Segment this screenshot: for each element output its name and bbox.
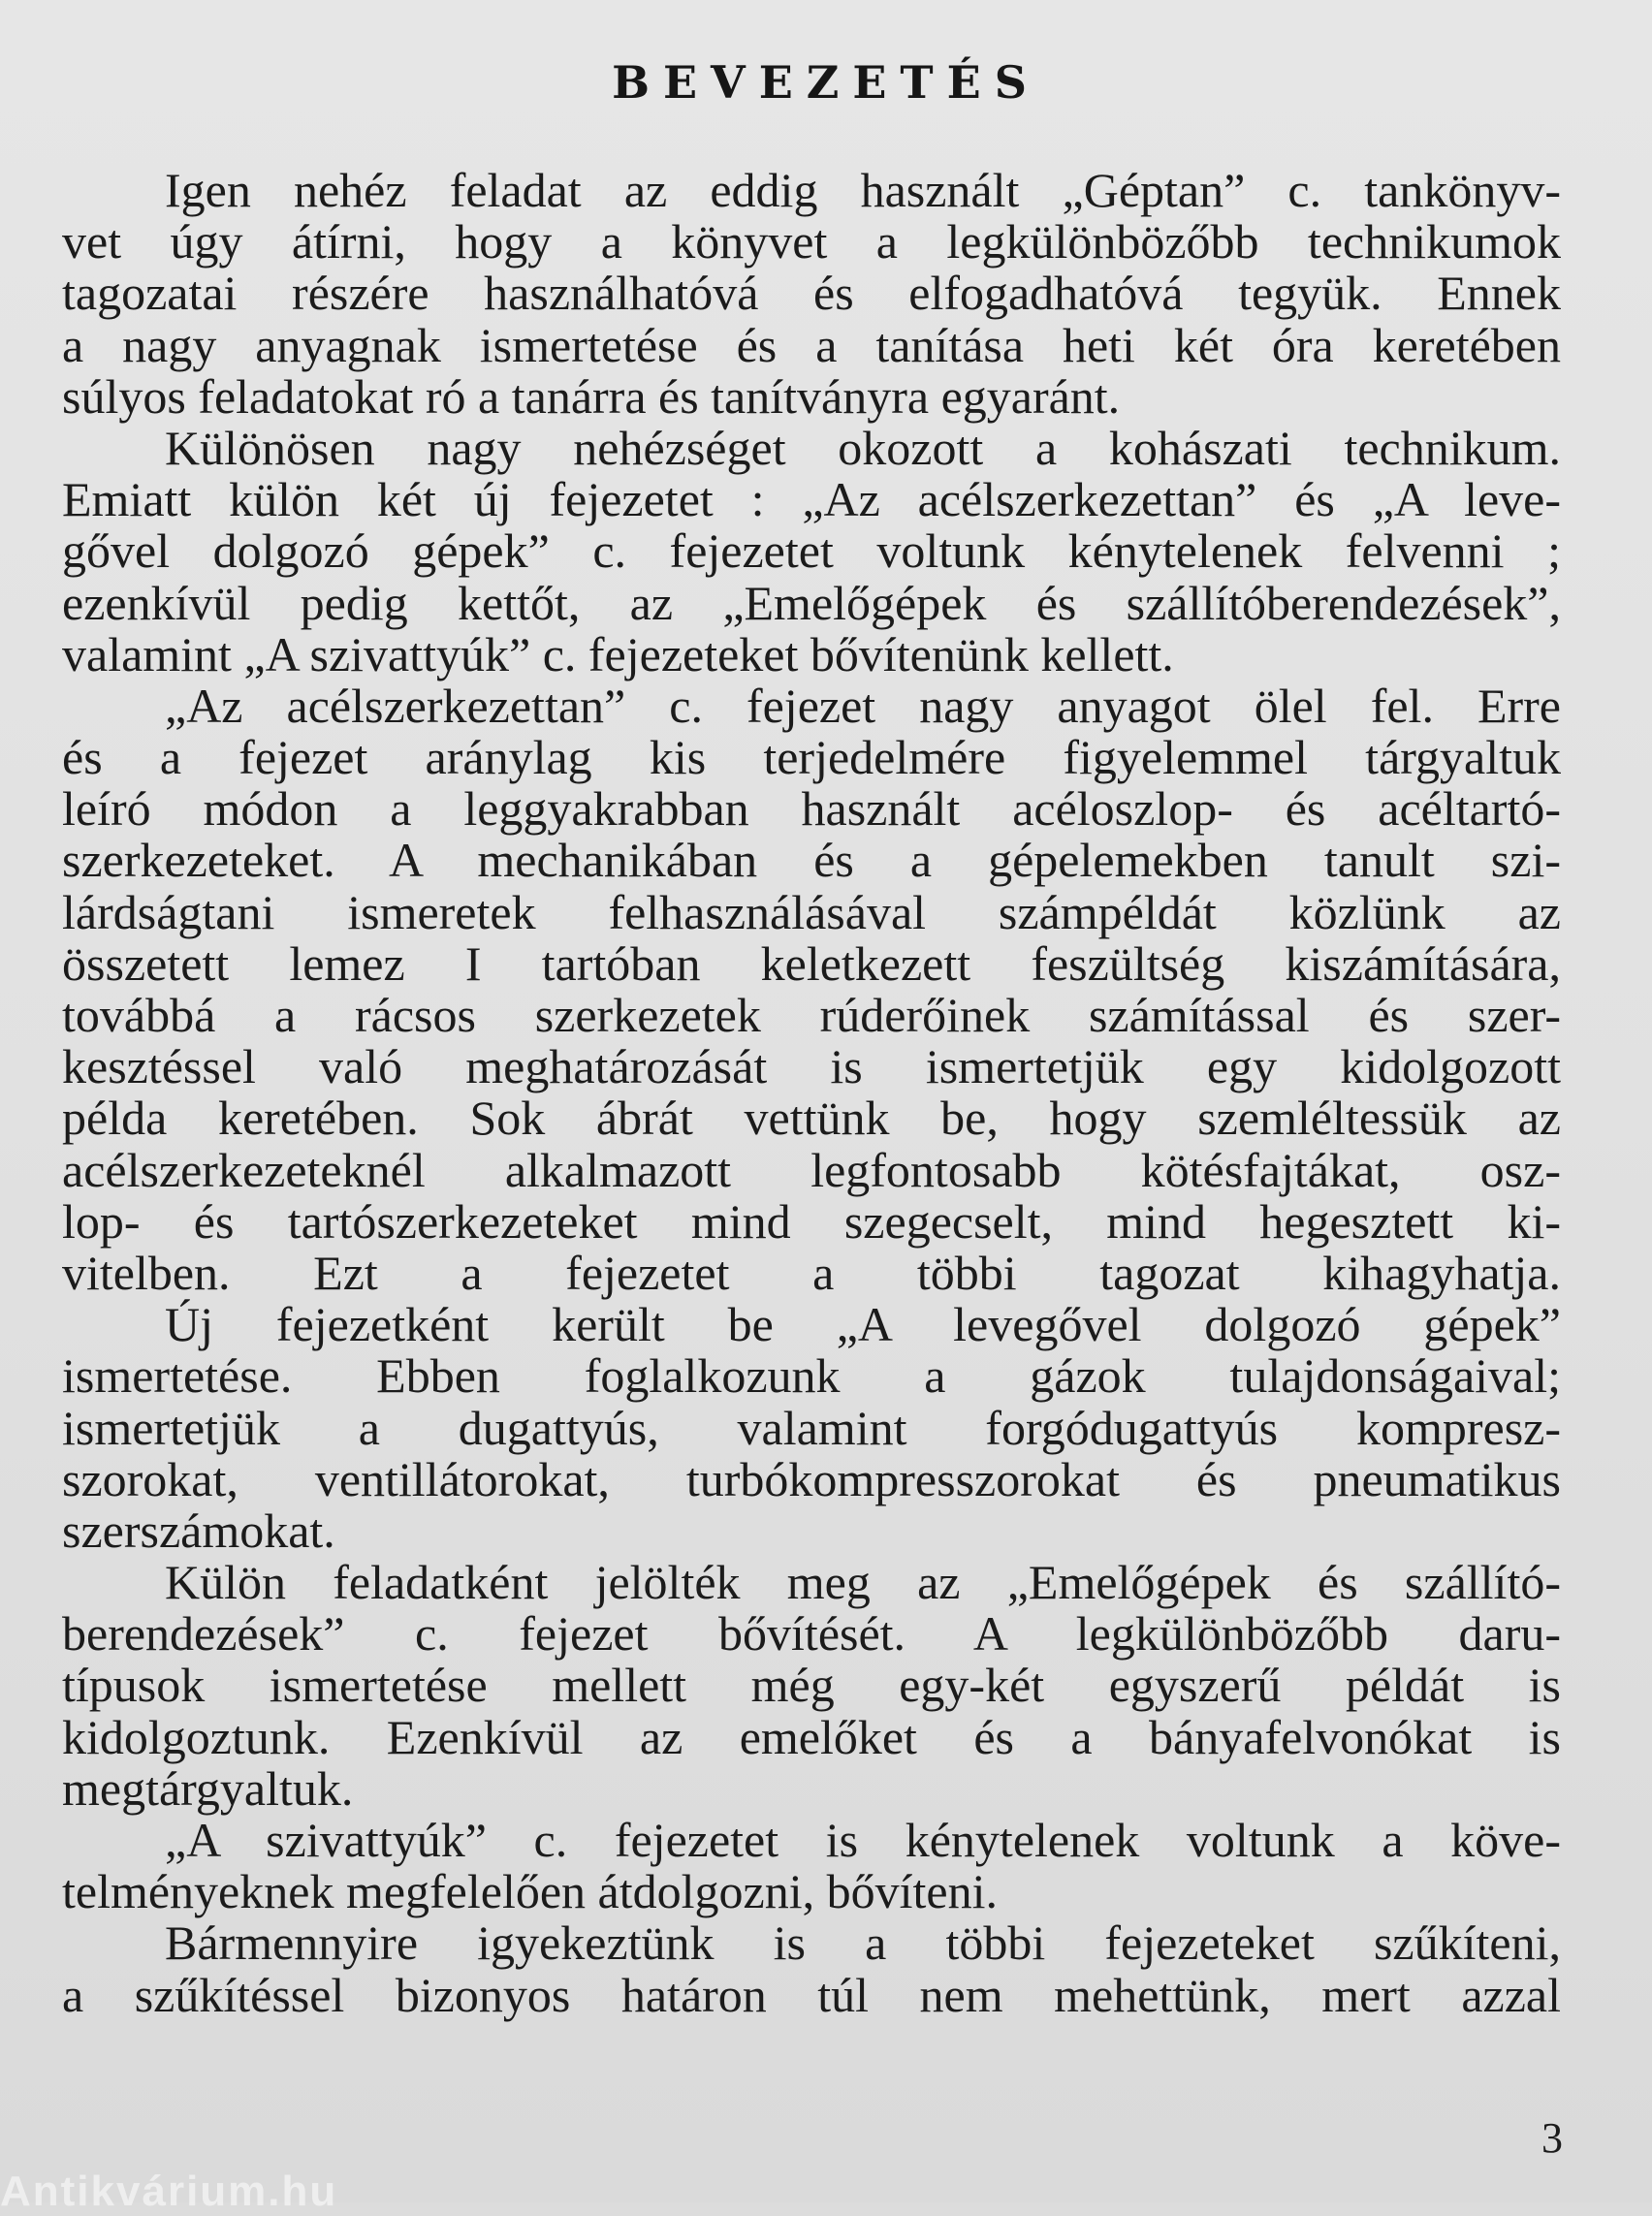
text-line: megtárgyaltuk.: [62, 1760, 354, 1816]
text-line: telményeknek megfelelően átdolgozni, bővíteni.: [62, 1864, 998, 1919]
text-line: szerszámokat.: [62, 1503, 335, 1558]
text-line: acélszerkezeteknél alkalmazott legfontosabb kötésfajtákat, osz-: [62, 1142, 1561, 1197]
text-line: lop- és tartószerkezeteket mind szegecselt, mind hegesztett ki-: [62, 1193, 1561, 1249]
text-line: berendezések” c. fejezet bővítését. A legkülönbözőbb daru-: [62, 1606, 1561, 1662]
text-line: „Az acélszerkezettan” c. fejezet nagy anyagot ölel fel. Erre: [165, 678, 1561, 733]
text-line: ismertetjük a dugattyús, valamint forgódugattyús kompresz-: [62, 1400, 1561, 1455]
text-line: kidolgoztunk. Ezenkívül az emelőket és a bányafelvonókat is: [62, 1709, 1561, 1764]
body-text: [62, 165, 1561, 2021]
text-line: a szűkítéssel bizonyos határon túl nem mehettünk, mert azzal: [62, 1967, 1561, 2022]
text-line: ezenkívül pedig kettőt, az „Emelőgépek és szállítóberendezések”,: [62, 575, 1561, 630]
text-line: Bármennyire igyekeztünk is a többi fejezeteket szűkíteni,: [165, 1915, 1561, 1971]
text-line: kesztéssel való meghatározását is ismertetjük egy kidolgozott: [62, 1039, 1561, 1094]
text-line: vitelben. Ezt a fejezetet a többi tagozat kihagyhatja.: [62, 1245, 1561, 1300]
watermark: Antikvárium.hu: [0, 2168, 338, 2215]
text-line: szorokat, ventillátorokat, turbókompresszorokat és pneumatikus: [62, 1451, 1561, 1506]
text-line: továbbá a rácsos szerkezetek rúderőinek számítással és szer-: [62, 988, 1561, 1042]
text-line: a nagy anyagnak ismertetése és a tanítása heti két óra keretében: [62, 317, 1561, 372]
page-title: BEVEZETÉS: [612, 56, 1040, 109]
text-line: és a fejezet aránylag kis terjedelmére figyelemmel tárgyaltuk: [62, 730, 1561, 785]
text-line: szerkezeteket. A mechanikában és a gépelemekben tanult szi-: [62, 833, 1561, 888]
text-line: valamint „A szivattyúk” c. fejezeteket bővítenünk kellett.: [62, 626, 1174, 681]
text-line: Különösen nagy nehézséget okozott a kohászati technikum.: [165, 420, 1561, 475]
text-line: Külön feladatként jelölték meg az „Emelőgépek és szállító-: [165, 1555, 1561, 1610]
text-line: Igen nehéz feladat az eddig használt „Géptan” c. tankönyv-: [165, 163, 1561, 217]
page-number: 3: [1541, 2114, 1563, 2162]
text-line: ismertetése. Ebben foglalkozunk a gázok tulajdonságaival;: [62, 1348, 1561, 1404]
text-line: összetett lemez I tartóban keletkezett feszültség kiszámítására,: [62, 935, 1561, 991]
text-line: gővel dolgozó gépek” c. fejezetet voltunk kénytelenek felvenni ;: [62, 523, 1561, 579]
text-line: leíró módon a leggyakrabban használt acéloszlop- és acéltartó-: [62, 781, 1561, 837]
text-line: tagozatai részére használhatóvá és elfogadhatóvá tegyük. Ennek: [62, 266, 1561, 321]
text-line: Új fejezetként került be „A levegővel dolgozó gépek”: [165, 1297, 1561, 1352]
text-line: vet úgy átírni, hogy a könyvet a legkülönbözőbb technikumok: [62, 214, 1561, 269]
text-line: súlyos feladatokat ró a tanárra és tanítványra egyaránt.: [62, 368, 1121, 424]
text-line: „A szivattyúk” c. fejezetet is kénytelenek voltunk a köve-: [165, 1813, 1561, 1867]
text-line: példa keretében. Sok ábrát vettünk be, hogy szemléltessük az: [62, 1091, 1561, 1146]
text-line: típusok ismertetése mellett még egy-két egyszerű példát is: [62, 1658, 1561, 1713]
text-line: lárdságtani ismeretek felhasználásával számpéldát közlünk az: [62, 884, 1561, 939]
text-line: Emiatt külön két új fejezetet : „Az acélszerkezettan” és „A leve-: [62, 472, 1561, 527]
